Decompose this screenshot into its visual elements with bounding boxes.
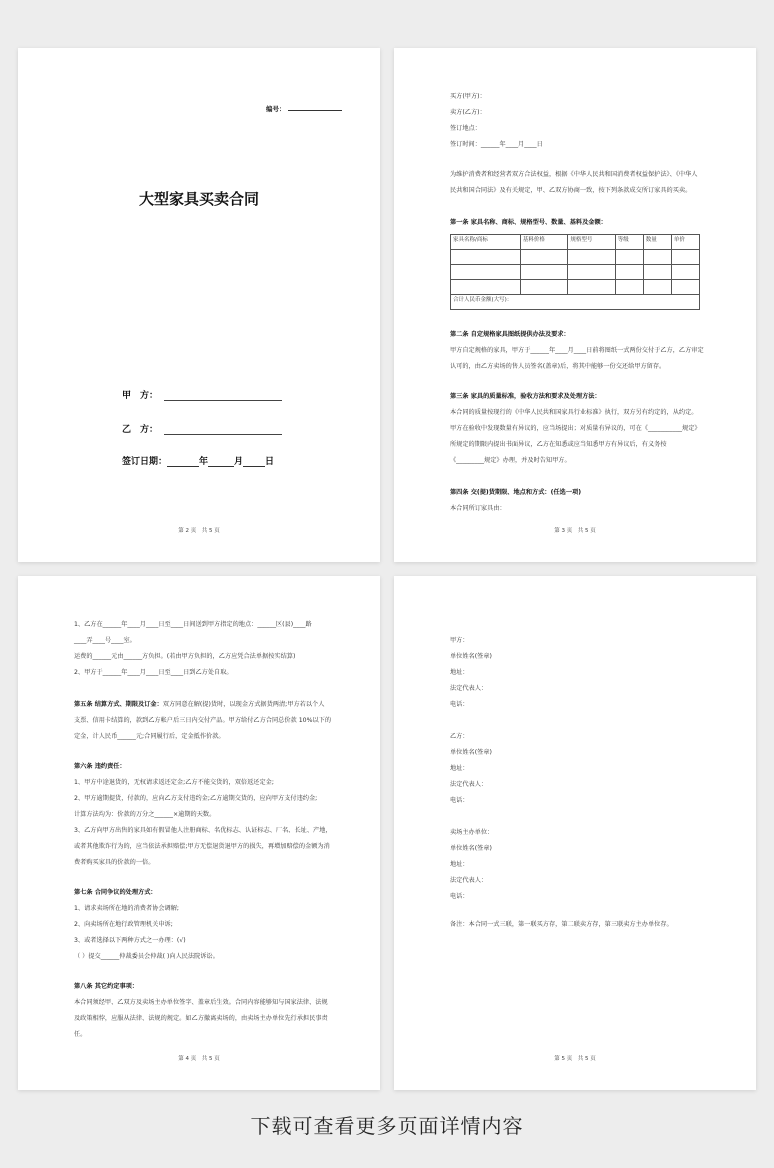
text-line: 签订地点： [450,125,481,132]
text-line: 卖方(乙方)： [450,109,486,116]
signature-field: 单位姓名(签章) [450,845,492,852]
table-header-cell: 家具名称/商标 [451,235,521,250]
year-label: 年 [199,457,209,467]
signature-field: 电话： [450,797,469,804]
table-row [451,250,700,265]
article-2-title: 第二条 自定规格家具图纸提供办法及要求： [450,331,570,338]
page-cover [18,48,380,562]
article-6-title: 第六条 违约责任： [74,763,126,770]
text-line: 运费的______元由______方负担。(若由甲方负担的，乙方应凭合法单据按实结算) [74,653,296,660]
day-blank [243,458,265,467]
article-7-line: （ ）提交______仲裁委员会仲裁( )向人民法院诉讼。 [74,953,219,960]
text-line: 签订时间：______年____月____日 [450,141,543,148]
page-footer: 第 4 页 共 5 页 [178,1056,220,1062]
signature-field: 单位姓名(签章) [450,653,492,660]
table-header-row [451,235,700,250]
contract-number-line [288,110,342,111]
article-4-title: 第四条 交(提)货期限、地点和方式：(任选一项) [450,489,582,496]
page-footer: 第 2 页 共 5 页 [178,528,220,534]
month-blank [208,458,234,467]
article-5-line: 定金，计人民币______元;合同履行后，定金抵作价款。 [74,733,225,740]
article-3-line: 甲方在验收中发现数量有异议的，应当场提出；对质量有异议的，可在《___________规定》 [450,425,701,432]
article-5-title: 第五条 结算方式、期限及订金： [74,701,163,708]
signature-field: 法定代表人： [450,685,488,692]
text-line: ____弄____号____室。 [74,637,136,644]
article-3-line: 所规定的期限内提出书面异议，乙方在知悉或应当知悉甲方有异议后，有义务按 [450,441,667,448]
page-footer: 第 5 页 共 5 页 [554,1056,596,1062]
article-5-line [74,700,324,709]
table-total-cell: 合计人民币金额(大写)： [451,295,700,310]
table-header-cell: 规格型号 [568,235,615,250]
party-b-blank [164,426,282,435]
signature-field: 法定代表人： [450,877,488,884]
intro-line: 民共和国合同法》及有关规定，甲、乙双方协商一致，按下列条款成交所订家具的买卖。 [450,187,692,194]
download-caption: 下载可查看更多页面详情内容 [250,1114,524,1138]
sign-date-label: 签订日期： [122,457,168,467]
table-row [451,280,700,295]
article-8-line: 任。 [74,1031,87,1038]
signature-field: 地址： [450,669,469,676]
text-line: 2、甲方于______年____月____日至____日到乙方处自取。 [74,669,233,676]
party-b-line [122,422,282,435]
table-row [451,265,700,280]
article-4-line: 本合同所订家具由： [450,505,506,512]
table-total-row [451,295,700,310]
signature-field: 乙方： [450,733,469,740]
page-footer: 第 3 页 共 5 页 [554,528,596,534]
party-a-blank [164,392,282,401]
article-7-line: 2、向卖场所在地行政管理机关申诉; [74,921,173,928]
article-6-line: 1、甲方中途退货的，无权请求返还定金;乙方不能交货的，双倍返还定金; [74,779,274,786]
page-3 [394,48,756,562]
party-a-label: 甲 方： [122,391,159,401]
goods-table [450,234,700,310]
signature-field: 电话： [450,893,469,900]
article-3-title: 第三条 家具的质量标准，验收方法和要求及处理方法： [450,393,601,400]
party-a-line [122,388,282,401]
article-6-line: 费者购买家具的价款的一倍。 [74,859,155,866]
article-7-title: 第七条 合同争议的处理方式： [74,889,157,896]
contract-title: 大型家具买卖合同 [138,190,259,208]
article-7-line: 3、或者选择以下两种方式之一办理：(√) [74,937,186,944]
text-line: 1、乙方在______年____月____日至____日间送到甲方指定的地点：______区(县)____路 [74,621,312,628]
table-header-cell: 基料价格 [520,235,567,250]
article-7-line: 1、请求卖场所在地的消费者协会调解; [74,905,180,912]
signature-field: 电话： [450,701,469,708]
article-3-line: 《_________规定》办理，并及时告知甲方。 [450,457,571,464]
article-6-line: 或者其他欺诈行为的，应当依法承担赔偿;甲方无偿退货退甲方的损失，再增加赔偿的金额为消 [74,843,330,850]
signature-field: 单位姓名(签章) [450,749,492,756]
article-6-line: 2、甲方逾期提货，付款的，应向乙方支付违约金;乙方逾期交货的，应向甲方支付违约金; [74,795,318,802]
article-5-line: 支票、信用卡结算的，款到乙方帐户后三日内交付产品。甲方给付乙方合同总价款 10%以下的 [74,717,332,724]
table-header-cell: 数量 [643,235,671,250]
page-5 [394,576,756,1090]
article-3-line: 本合同的质量按现行的《中华人民共和国家具行业标准》执行，双方另有约定的，从约定。 [450,409,698,416]
contract-number [266,104,342,113]
signature-field: 地址： [450,765,469,772]
table-header-cell: 等级 [615,235,643,250]
day-label: 日 [265,457,275,467]
article-8-line: 及政策相悖，应服从法律、法规的规定。如乙方撤离卖场的，由卖场主办单位先行承担民事责 [74,1015,328,1022]
intro-line: 为维护消费者和经营者双方合法权益，根据《中华人民共和国消费者权益保护法》、《中华人 [450,171,698,178]
article-6-line: 3、乙方向甲方出售的家具如有假冒他人注册商标、名优标志、认证标志、厂名、长址、产地， [74,827,332,834]
party-b-label: 乙 方： [122,425,159,435]
signature-field: 甲方： [450,637,469,644]
article-8-title: 第八条 其它约定事项： [74,983,139,990]
article-8-line: 本合同须经甲、乙双方及卖场主办单位签字、盖章后生效。合同内容能够知与国家法律、法规 [74,999,328,1006]
article-2-line: 甲方自定规格的家具，甲方于______年____月____日前将图纸一式两份交付于乙方，乙方审定 [450,347,704,354]
month-label: 月 [234,457,244,467]
text-line: 买方(甲方)： [450,93,486,100]
article-1-title: 第一条 家具名称、商标、规格型号、数量、基料及金额： [450,219,607,226]
table-header-cell: 单价 [671,235,699,250]
signature-field: 法定代表人： [450,781,488,788]
article-6-line: 计算方法均为：价款的万分之______×逾期的天数。 [74,811,216,818]
page-4 [18,576,380,1090]
remark-note: 备注：本合同一式三联，第一联买方存，第二联卖方存，第三联卖方主办单位存。 [450,921,673,928]
contract-number-label: 编号： [266,105,286,113]
article-2-line: 认可的，由乙方卖场的售人员签名(盖章)后，将其中能够一份交还给甲方留存。 [450,363,666,370]
year-blank [167,458,199,467]
signature-field: 地址： [450,861,469,868]
article-5-text: 双方同意在解(提)货时，以现金方式据货两清;甲方若以个人 [162,701,325,708]
sign-date-line [122,454,274,467]
signature-field: 卖场主办单位： [450,829,494,836]
